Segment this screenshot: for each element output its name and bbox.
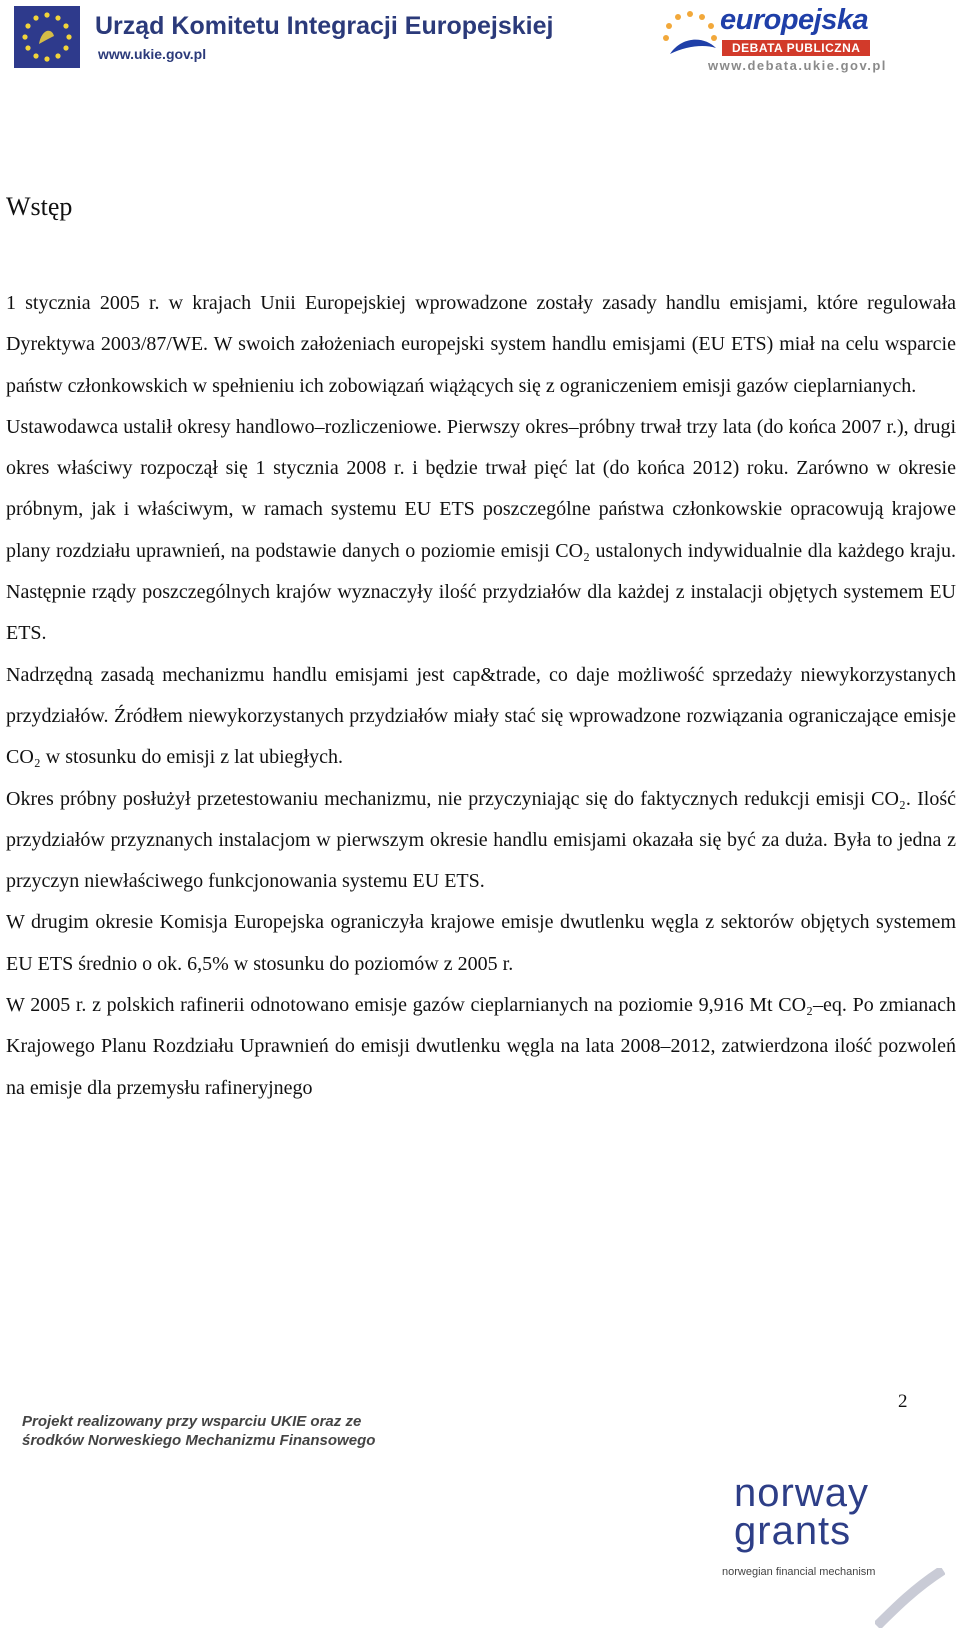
debata-brand: europejska <box>720 4 869 36</box>
norway-swoosh-icon <box>875 1568 945 1628</box>
body-text <box>6 283 956 1109</box>
footer-line: Projekt realizowany przy wsparciu UKIE oraz ze <box>22 1413 362 1430</box>
debata-header-logo <box>660 2 950 76</box>
debata-subtitle: DEBATA PUBLICZNA <box>722 40 870 56</box>
norway-grants-wordmark <box>734 1471 869 1553</box>
norway-subtitle: norwegian financial mechanism <box>722 1566 876 1578</box>
paragraph: Okres próbny posłużył przetestowaniu mechanizmu, nie przyczyniając się do faktycznych redukcji emisji CO₂. Ilość przydziałów przyznanych instalacjom w pierwszym okresie handlu emisjami okazała się być za duża. Była to jedna z przyczyn niewłaściwego funkcjonowania systemu EU ETS. <box>6 787 956 893</box>
paragraph: W drugim okresie Komisja Europejska ograniczyła krajowe emisje dwutlenku węgla z sektorów objętych systemem EU ETS średnio o ok. 6,5% w stosunku do poziomów z 2005 r. <box>6 911 956 975</box>
eu-flag-icon <box>14 6 80 68</box>
grants-word: grants <box>734 1509 852 1553</box>
footer-line: środków Norweskiego Mechanizmu Finansowego <box>22 1432 376 1449</box>
ukie-title: Urząd Komitetu Integracji Europejskiej <box>95 12 554 40</box>
norway-word: norway <box>734 1471 869 1515</box>
ukie-url: www.ukie.gov.pl <box>98 46 207 62</box>
debata-url: www.debata.ukie.gov.pl <box>708 58 887 73</box>
paragraph: Ustawodawca ustalił okresy handlowo–rozliczeniowe. Pierwszy okres–próbny trwał trzy lata (do końca 2007 r.), drugi okres właściwy rozpoczął się 1 stycznia 2008 r. i będzie trwał pięć lat (do końca 2012) roku. Zarówno w okresie próbnym, jak i właściwym, w ramach systemu EU ETS poszczególne państwa członkowskie opracowują krajowe plany rozdziału uprawnień, na podstawie danych o poziomie emisji CO₂ ustalonych indywidualnie dla każdego kraju. Następnie rządy poszczególnych krajów wyznaczyły ilość przydziałów dla każdej z instalacji objętych systemem EU ETS. <box>6 415 956 645</box>
section-title: Wstęp <box>6 192 73 221</box>
ukie-header-logo <box>14 6 554 72</box>
paragraph: 1 stycznia 2005 r. w krajach Unii Europejskiej wprowadzone zostały zasady handlu emisjami, które regulowała Dyrektywa 2003/87/WE. W swoich założeniach europejski system handlu emisjami (EU ETS) miał na celu wsparcie państw członkowskich w spełnieniu ich zobowiązań wiążących się z ograniczeniem emisji gazów cieplarnianych. <box>6 292 956 397</box>
paragraph: Nadrzędną zasadą mechanizmu handlu emisjami jest cap&trade, co daje możliwość sprzedaży niewykorzystanych przydziałów. Źródłem niewykorzystanych przydziałów miały stać się wprowadzone rozwiązania ograniczające emisje CO₂ w stosunku do emisji z lat ubiegłych. <box>6 663 956 769</box>
norway-grants-logo <box>660 1458 950 1633</box>
paragraph: W 2005 r. z polskich rafinerii odnotowano emisje gazów cieplarnianych na poziomie 9,916 Mt CO₂–eq. Po zmianach Krajowego Planu Rozdziału Uprawnień do emisji dwutlenku węgla na lata 2008–2012, zatwierdzona ilość pozwoleń na emisje dla przemysłu rafineryjnego <box>6 994 956 1099</box>
page-number: 2 <box>898 1391 908 1412</box>
project-footer-note <box>22 1412 375 1450</box>
